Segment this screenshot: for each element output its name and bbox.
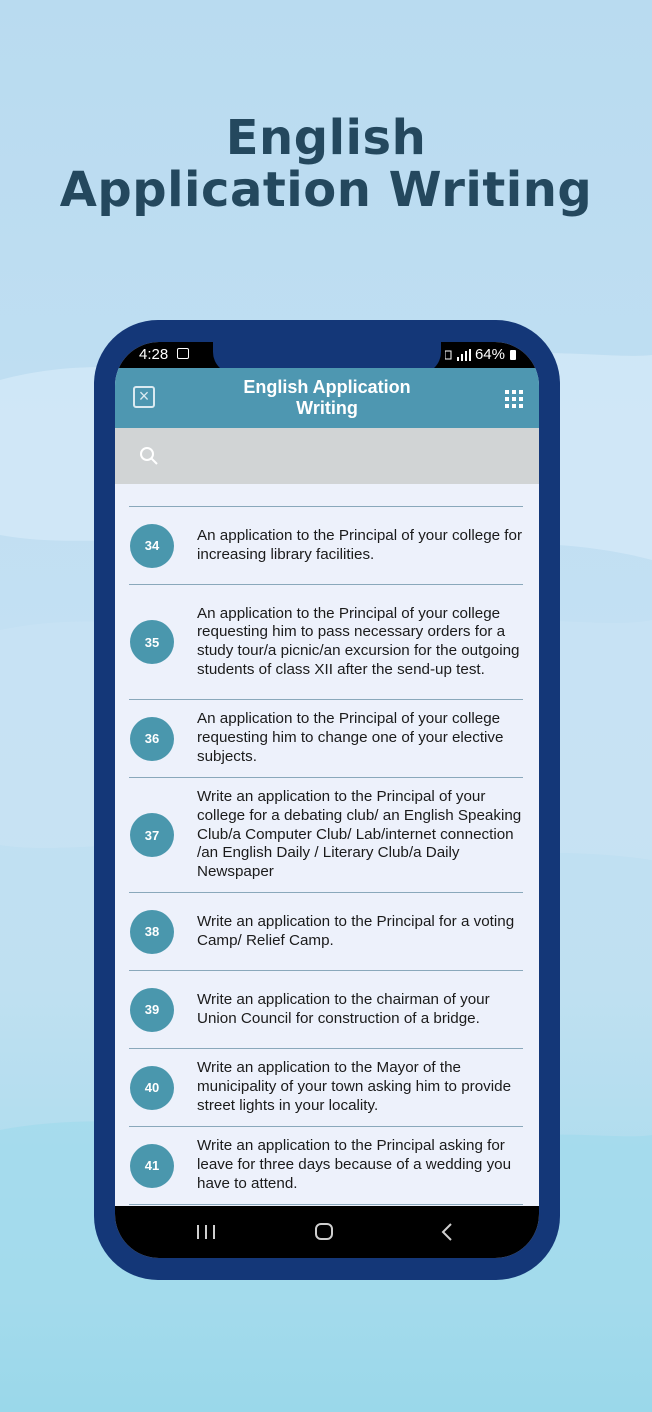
- item-number-badge: 35: [130, 620, 174, 664]
- search-icon[interactable]: [139, 446, 159, 466]
- item-title: Write an application to the Principal asking for leave for three days because of a wedding you have to attend.: [197, 1137, 512, 1192]
- close-icon[interactable]: ×: [133, 386, 155, 408]
- home-icon[interactable]: [315, 1223, 333, 1240]
- app-bar: [115, 368, 539, 428]
- back-icon[interactable]: [441, 1223, 453, 1241]
- item-number-badge: 37: [130, 813, 174, 857]
- item-number-badge: 34: [130, 524, 174, 568]
- status-right: [445, 346, 517, 363]
- app-title-line1: English Application: [243, 377, 411, 397]
- list-item[interactable]: [129, 507, 523, 585]
- list-item[interactable]: [129, 1049, 523, 1127]
- item-title: Write an application to the Principal of your college for a debating club/ an English Speaking Club/a Computer Club/ Lab/internet connection /an English Daily / Literary Club/a Daily Newspaper: [197, 788, 522, 881]
- headline-line1: English: [225, 110, 427, 166]
- item-number-badge: 40: [130, 1066, 174, 1110]
- battery-icon: [509, 349, 517, 361]
- headline-line2: Application Writing: [59, 162, 593, 218]
- grid-menu-icon[interactable]: [505, 390, 523, 408]
- item-title: Write an application to the Principal for a voting Camp/ Relief Camp.: [197, 912, 515, 949]
- item-number-badge: 39: [130, 988, 174, 1032]
- signal-icon: [445, 349, 471, 361]
- phone-screen: [115, 342, 539, 1258]
- item-title: An application to the Principal of your college for increasing library facilities.: [197, 526, 523, 563]
- item-title: An application to the Principal of your college requesting him to change one of your elective subjects.: [197, 710, 504, 765]
- item-number-badge: 36: [130, 717, 174, 761]
- image-notification-icon: [177, 348, 189, 359]
- list-item[interactable]: [129, 1127, 523, 1205]
- system-nav-bar: [115, 1206, 539, 1258]
- list-item[interactable]: [129, 778, 523, 893]
- item-number-badge: 41: [130, 1144, 174, 1188]
- list-item[interactable]: [129, 893, 523, 971]
- app-title-line2: Writing: [296, 398, 358, 418]
- list-item[interactable]: [129, 700, 523, 778]
- application-list: [129, 506, 523, 1205]
- list-item[interactable]: [129, 971, 523, 1049]
- app-title: [215, 377, 439, 419]
- item-number-badge: 38: [130, 910, 174, 954]
- item-title: Write an application to the Mayor of the municipality of your town asking him to provide street lights in your locality.: [197, 1059, 512, 1114]
- status-time: 4:28: [139, 346, 169, 363]
- item-title: Write an application to the chairman of your Union Council for construction of a bridge.: [197, 990, 490, 1027]
- search-bar[interactable]: [115, 428, 539, 484]
- battery-percent: 64%: [474, 346, 505, 363]
- item-title: An application to the Principal of your college requesting him to pass necessary orders for a study tour/a picnic/an excursion for the outgoing students of class XII after the send-up test.: [197, 604, 520, 678]
- list-item[interactable]: [129, 585, 523, 700]
- promo-headline: [0, 112, 652, 216]
- recents-icon[interactable]: [197, 1225, 215, 1239]
- phone-frame: [94, 320, 560, 1280]
